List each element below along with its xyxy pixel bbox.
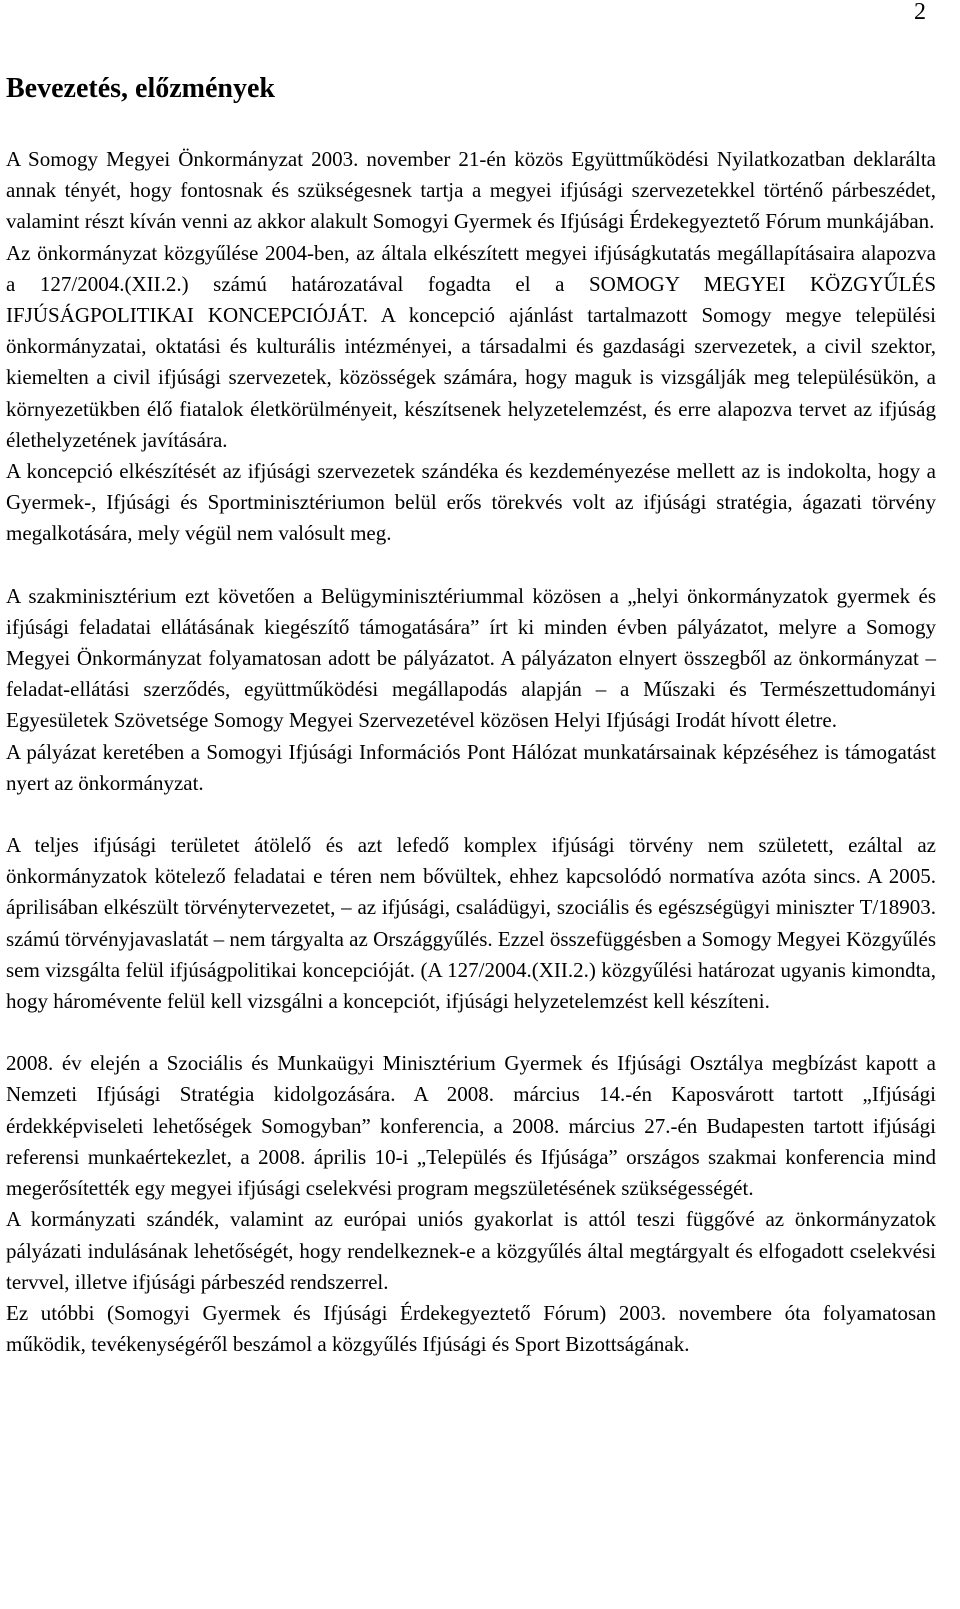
paragraph-law: A teljes ifjúsági területet átölelő és azt lefedő komplex ifjúsági törvény nem született, ezáltal az önkormányzatok kötelező feladatai e téren nem bővültek, ehhez kapcsolódó normatíva azóta sincs. A 2005. áprilisában elkészült törvénytervezetet, – az ifjúsági, családügyi, szociális és egészségügyi miniszter T/18903. számú törvényjavaslatát – nem tárgyalta az Országgyűlés. Ezzel összefüggésben a Somogy Megyei Közgyűlés sem vizsgálta felül ifjúságpolitikai koncepcióját. (A 127/2004.(XII.2.) közgyűlési határozat ugyanis kimondta, hogy háromévente felül kell vizsgálni a koncepciót, ifjúsági helyzetelemzést kell készíteni. — [6, 833, 936, 1014]
paragraph-government-intent: A kormányzati szándék, valamint az európai uniós gyakorlat is attól teszi függővé az önkormányzatok pályázati indulásának lehetőségét, hogy rendelkeznek-e a közgyűlés által megtárgyalt és elfogadott cselekvési tervvel, illetve ifjúsági párbeszéd rendszerrel. — [6, 1207, 936, 1294]
paragraph-forum: Ez utóbbi (Somogyi Gyermek és Ifjúsági Érdekegyeztető Fórum) 2003. novembere óta folyamatosan működik, tevékenységéről beszámol a közgyűlés Ifjúsági és Sport Bizottságának. — [6, 1300, 936, 1357]
paragraph-2008: 2008. év elején a Szociális és Munkaügyi Minisztérium Gyermek és Ifjúsági Osztálya megbízást kapott a Nemzeti Ifjúsági Stratégia kidolgozására. A 2008. március 14.-én Kaposvárott tartott „Ifjúsági érdekképviseleti lehetőségek Somogyban” konferencia, a 2008. március 27.-én Budapesten tartott ifjúsági referensi munkaértekezlet, a 2008. április 10-i „Település és Ifjúsága” országos szakmai konferencia mind megerősítették egy megyei ifjúsági cselekvési program megszületésének szükségességét. — [6, 1051, 936, 1201]
paragraph-concept: Az önkormányzat közgyűlése 2004-ben, az általa elkészített megyei ifjúságkutatás megállapításaira alapozva a 127/2004.(XII.2.) számú határozatával fogadta el a SOMOGY MEGYEI KÖZGYŰLÉS IFJÚSÁGPOLITIKAI KONCEPCIÓJÁT. A koncepció ajánlást tartalmazott Somogy megye települési önkormányzatai, oktatási és kulturális intézményei, a társadalmi és gazdasági szervezetek, a civil szektor, kiemelten a civil ifjúsági szervezetek, közösségek számára, hogy maguk is vizsgálják meg településükön, a környezetükben élő fiatalok életkörülményeit, készítsenek helyzetelemzést, és erre alapozva tervet az ifjúság élethelyzetének javítására. — [6, 240, 936, 452]
paragraph-spacer — [6, 1017, 936, 1048]
paragraph-spacer — [6, 550, 936, 581]
paragraph-intro: A Somogy Megyei Önkormányzat 2003. november 21-én közös Együttműködési Nyilatkozatban deklarálta annak tényét, hogy fontosnak és szükségesnek tartja a megyei ifjúsági szervezetekkel történő párbeszédet, valamint részt kíván venni az akkor alakult Somogyi Gyermek és Ifjúsági Érdekegyeztető Fórum munkájában. — [6, 147, 936, 234]
paragraph-ministry: A szakminisztérium ezt követően a Belügyminisztériummal közösen a „helyi önkormányzatok gyermek és ifjúsági feladatai ellátásának kiegészítő támogatására” írt ki minden évben pályázatot, melyre a Somogy Megyei Önkormányzat folyamatosan adott be pályázatot. A pályázaton elnyert összegből az önkormányzat – feladat-ellátási szerződés, együttműködési megállapodás alapján – a Műszaki és Természettudományi Egyesületek Szövetsége Somogy Megyei Szervezetével közösen Helyi Ifjúsági Irodát hívott életre. — [6, 583, 936, 733]
paragraph-training: A pályázat keretében a Somogyi Ifjúsági Információs Pont Hálózat munkatársainak képzéséhez is támogatást nyert az önkormányzat. — [6, 739, 936, 795]
page-number: 2 — [914, 0, 926, 25]
section-heading: Bevezetés, előzmények — [6, 73, 275, 104]
paragraph-concept-reason: A koncepció elkészítését az ifjúsági szervezetek szándéka és kezdeményezése mellett az is indokolta, hogy a Gyermek-, Ifjúsági és Sportminisztériumon belül erős törekvés volt az ifjúsági stratégia, ágazati törvény megalkotására, mely végül nem valósult meg. — [6, 459, 936, 546]
paragraph-spacer — [6, 799, 936, 830]
body-text — [6, 144, 936, 1360]
